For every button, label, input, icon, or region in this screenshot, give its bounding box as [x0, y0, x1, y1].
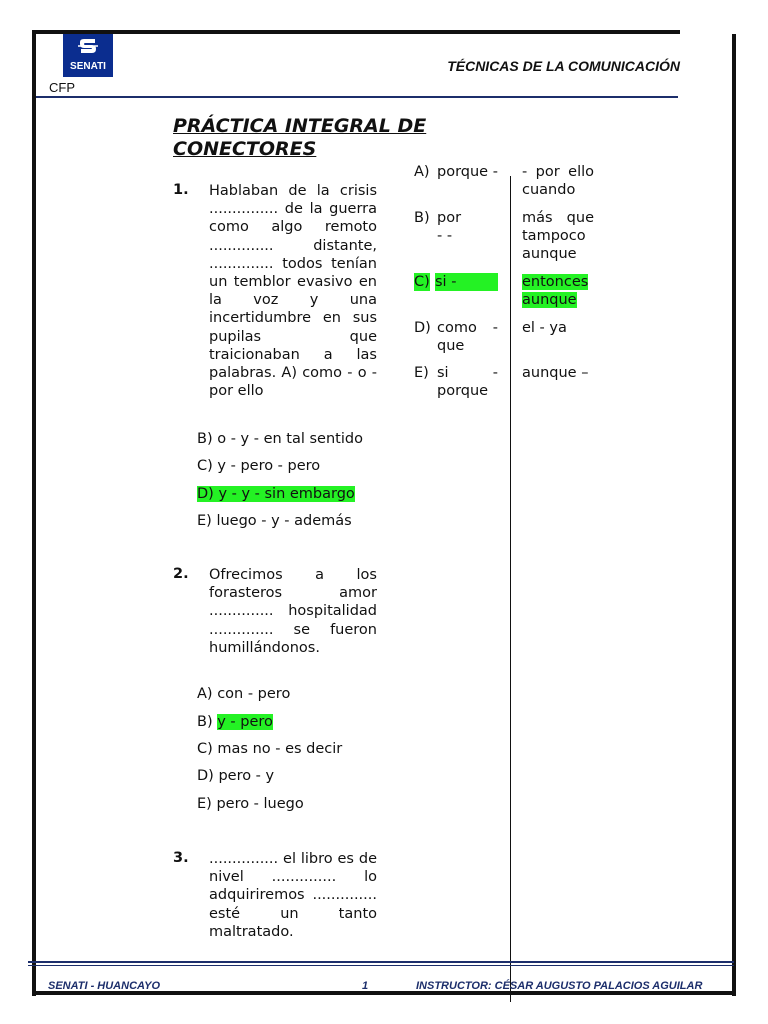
option-label: D): [197, 486, 214, 502]
question-2-number: 2.: [173, 566, 189, 582]
option-text: con - pero: [217, 686, 291, 702]
question-3-text: ............... el libro es de nivel .............. lo adquiriremos .............. esté un tanto maltratado.: [209, 851, 377, 940]
question-1-option-d[interactable]: [197, 485, 355, 503]
row-label: A): [414, 164, 430, 180]
column-divider: [510, 176, 511, 1002]
table-row-e-right: aunque –: [522, 365, 589, 381]
option-label: A): [197, 686, 213, 702]
row-label: D): [414, 320, 431, 336]
question-1-option-b[interactable]: [197, 430, 363, 448]
footer-rule: [28, 961, 734, 963]
option-text: o - y - en tal sentido: [217, 431, 363, 447]
option-label: C): [197, 741, 213, 757]
footer-rule-thin: [28, 965, 734, 966]
page-border-left: [32, 30, 36, 996]
option-text: mas no - es decir: [217, 741, 343, 757]
option-text: y - y - sin embargo: [218, 486, 355, 502]
course-title: TÉCNICAS DE LA COMUNICACIÓN: [447, 58, 680, 74]
question-2-option-c[interactable]: [197, 740, 342, 758]
option-label: E): [197, 513, 212, 529]
header-rule: [36, 96, 678, 98]
row-left-text: por - -: [437, 210, 462, 245]
page-border-top: [32, 30, 680, 34]
option-text: pero - y: [218, 768, 275, 784]
row-left-text: si - porque: [437, 365, 498, 400]
page-border-right: [732, 34, 736, 996]
table-row-c-right: [522, 273, 593, 309]
table-row-b-right: más que tampoco aunque: [522, 210, 594, 263]
option-text: pero - luego: [216, 796, 304, 812]
question-2-text: Ofrecimos a los forasteros amor .............. hospitalidad .............. se fueron humillándonos.: [209, 567, 377, 656]
row-label: C): [414, 274, 430, 290]
question-2-option-e[interactable]: [197, 795, 304, 813]
footer-institution: SENATI - HUANCAYO: [48, 980, 161, 992]
option-label: E): [197, 796, 212, 812]
row-label: B): [414, 210, 430, 226]
row-left-text: como - que: [437, 320, 498, 355]
option-label: D): [197, 768, 214, 784]
senati-logo: [63, 34, 113, 77]
table-row-a-right: - por ello cuando: [522, 164, 594, 199]
option-text: y - pero: [217, 714, 273, 730]
row-left-text: porque -: [437, 164, 498, 180]
footer-instructor: INSTRUCTOR: CÉSAR AUGUSTO PALACIOS AGUILAR: [416, 980, 703, 992]
option-label: B): [197, 431, 213, 447]
question-2-option-d[interactable]: [197, 767, 274, 785]
option-text: y - pero - pero: [217, 458, 321, 474]
cfp-label: CFP: [49, 80, 75, 95]
question-3-number: 3.: [173, 850, 189, 866]
question-2-option-a[interactable]: [197, 685, 290, 703]
senati-logo-icon: [76, 37, 100, 59]
row-label: E): [414, 365, 429, 381]
table-row-d-right: el - ya: [522, 320, 567, 336]
option-label: C): [197, 458, 213, 474]
question-1-text: Hablaban de la crisis ............... de la guerra como algo remoto .............. distante, .............. todos tenían un temblor evasivo en la voz y una incertidumbre en sus pupilas que traicionaban a las palabras. A) como - o - por ello: [209, 183, 377, 400]
question-2-option-b[interactable]: [197, 713, 273, 731]
question-1-option-e[interactable]: [197, 512, 352, 530]
question-1-number: 1.: [173, 182, 189, 198]
row-right-text: entonces aunque: [522, 274, 589, 309]
option-text: luego - y - además: [216, 513, 352, 529]
page-title: PRÁCTICA INTEGRAL DE CONECTORES: [173, 115, 427, 160]
question-1-option-c[interactable]: [197, 457, 320, 475]
footer-page-number: 1: [362, 980, 369, 992]
row-left-text: si -: [435, 273, 498, 291]
logo-text: SENATI: [70, 61, 106, 72]
option-label: B): [197, 714, 213, 730]
